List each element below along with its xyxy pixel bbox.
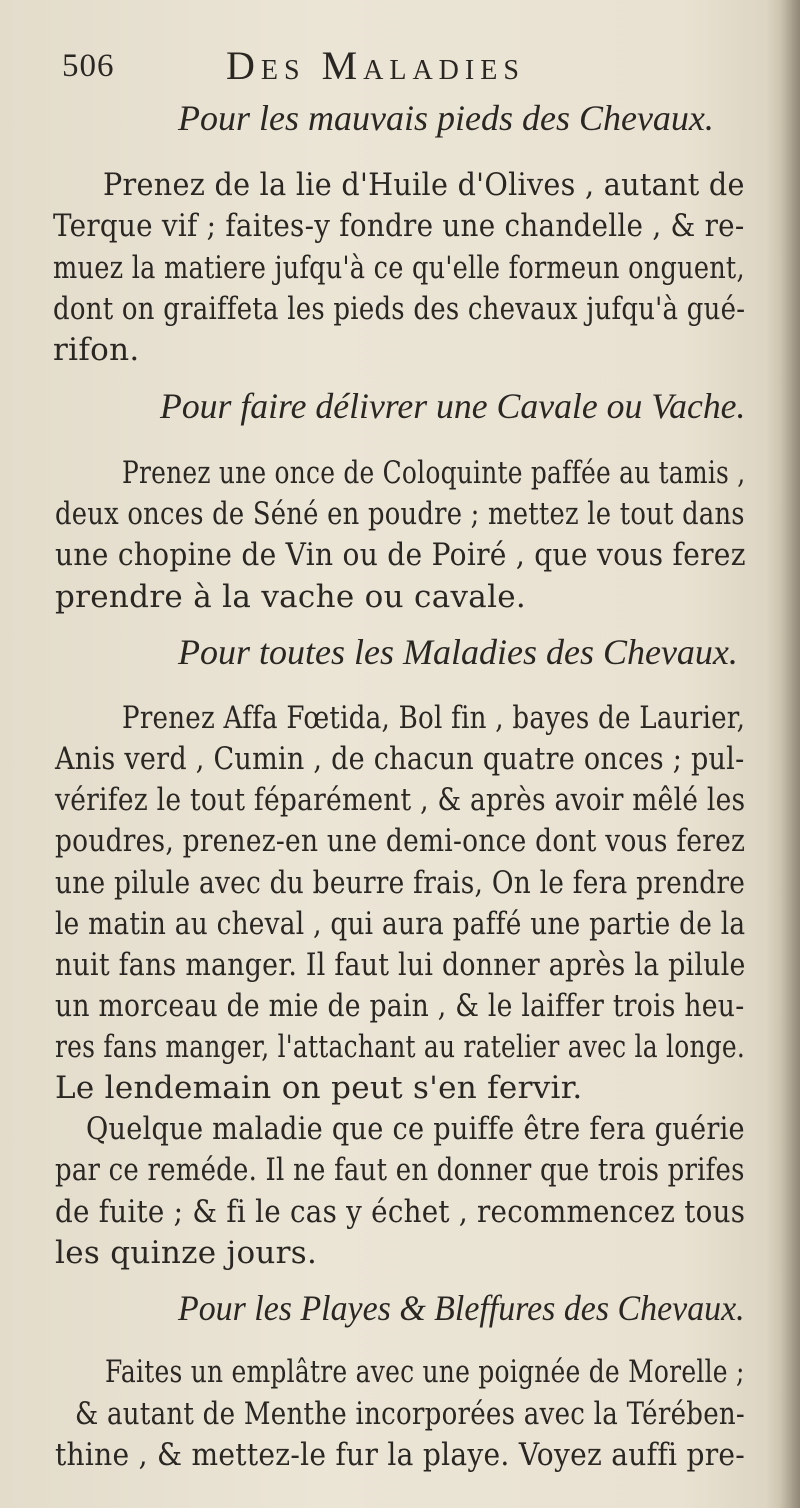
text-line: une chopine de Vin ou de Poiré , que vous ferez <box>55 537 746 574</box>
running-head <box>62 40 742 90</box>
text-line: prendre à la vache ou cavale. <box>55 578 527 615</box>
section-heading: Pour faire délivrer une Cavale ou Vache. <box>160 385 746 426</box>
text-line: par ce reméde. Il ne faut en donner que trois prifes <box>55 1152 745 1189</box>
text-line: rifon. <box>53 331 140 368</box>
text-line: Prenez Affa Fœtida, Bol fin , bayes de Laurier, <box>122 700 746 737</box>
page-edge-shadow <box>766 0 800 1508</box>
text-line: Anis verd , Cumin , de chacun quatre onces ; pul- <box>55 741 745 778</box>
section-heading: Pour les mauvais pieds des Chevaux. <box>178 97 714 138</box>
text-line: Prenez une once de Coloquinte paffée au tamis , <box>122 455 746 492</box>
text-line: nuit fans manger. Il faut lui donner après la pilule <box>55 946 746 983</box>
text-line: muez la matiere jufqu'à ce qu'elle formeun onguent, <box>53 249 745 286</box>
text-line: poudres, prenez-en une demi-once dont vous ferez <box>55 823 746 860</box>
text-line: vérifez le tout féparément , & après avoir mêlé les <box>55 782 746 819</box>
page-number: 506 <box>62 48 115 84</box>
text-line: thine , & mettez-le fur la playe. Voyez auffi pre- <box>55 1436 746 1473</box>
text-line: Le lendemain on peut s'en fervir. <box>55 1070 583 1107</box>
text-line: Prenez de la lie d'Huile d'Olives , autant de <box>103 167 745 204</box>
section-heading: Pour les Playes & Bleffures des Chevaux. <box>178 1287 745 1328</box>
text-line: dont on graiffeta les pieds des chevaux jufqu'à gué- <box>53 290 746 327</box>
text-line: res fans manger, l'attachant au ratelier avec la longe. <box>55 1029 746 1066</box>
text-line: Quelque maladie que ce puiffe être fera guérie <box>86 1111 745 1148</box>
text-line: Faites un emplâtre avec une poignée de Morelle ; <box>105 1354 745 1391</box>
running-title: Des Maladies <box>226 43 525 88</box>
text-line: une pilule avec du beurre frais, On le fera prendre <box>55 864 746 901</box>
text-line: & autant de Menthe incorporées avec la Térében- <box>75 1395 745 1432</box>
text-line: deux onces de Séné en poudre ; mettez le tout dans <box>55 496 745 533</box>
text-line: les quinze jours. <box>55 1234 318 1271</box>
text-line: le matin au cheval , qui aura paffé une partie de la <box>55 905 746 942</box>
text-line: un morceau de mie de pain , & le laiffer trois heu- <box>55 987 745 1024</box>
text-line: Terque vif ; faites-y fondre une chandelle , & re- <box>53 208 745 245</box>
text-line: de fuite ; & fi le cas y échet , recommencez tous <box>55 1193 746 1230</box>
section-heading: Pour toutes les Maladies des Chevaux. <box>178 631 738 672</box>
